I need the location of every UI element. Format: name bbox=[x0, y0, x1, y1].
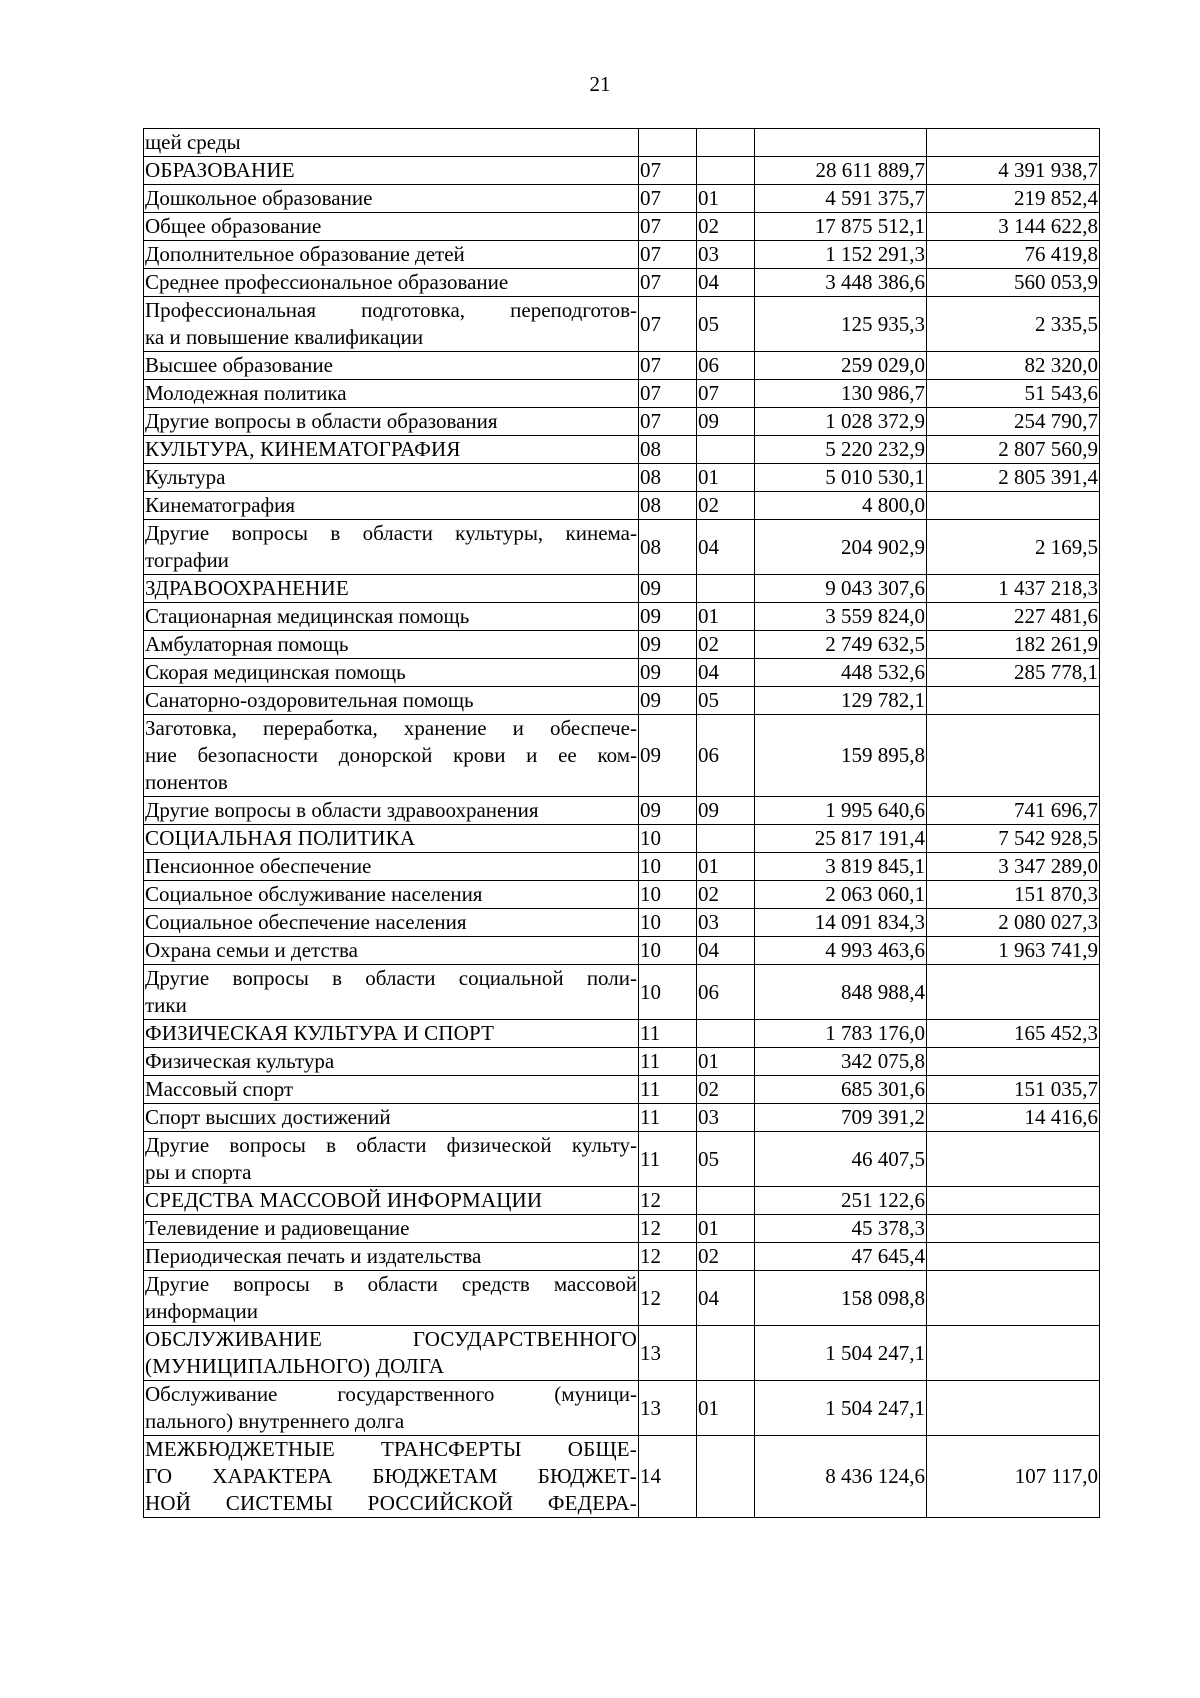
row-name-line: Кинематография bbox=[145, 493, 296, 517]
row-name-line: Дошкольное образование bbox=[145, 186, 373, 210]
amount-cell: 259 029,0 bbox=[755, 352, 927, 380]
row-name-line: ОБРАЗОВАНИЕ bbox=[145, 158, 295, 182]
amount-secondary-cell: 227 481,6 bbox=[927, 603, 1100, 631]
row-name-line: ГО ХАРАКТЕРА БЮДЖЕТАМ БЮДЖЕТ- bbox=[145, 1464, 637, 1488]
subsection-code-cell: 03 bbox=[697, 909, 755, 937]
section-code-cell: 08 bbox=[639, 464, 697, 492]
subsection-code-cell bbox=[697, 575, 755, 603]
subsection-code-cell bbox=[697, 1326, 755, 1381]
table-row bbox=[144, 1271, 1100, 1326]
subsection-code-cell: 09 bbox=[697, 408, 755, 436]
section-code-cell: 08 bbox=[639, 520, 697, 575]
section-code-cell: 07 bbox=[639, 408, 697, 436]
row-name-cell bbox=[144, 1436, 639, 1518]
amount-secondary-cell bbox=[927, 1215, 1100, 1243]
subsection-code-cell: 04 bbox=[697, 659, 755, 687]
row-name-line: тографии bbox=[145, 548, 229, 572]
row-name-line: Среднее профессиональное образование bbox=[145, 270, 509, 294]
subsection-code-cell: 09 bbox=[697, 797, 755, 825]
table-row bbox=[144, 464, 1100, 492]
table-row bbox=[144, 937, 1100, 965]
table-row bbox=[144, 659, 1100, 687]
row-name-line: МЕЖБЮДЖЕТНЫЕ ТРАНСФЕРТЫ ОБЩЕ- bbox=[145, 1437, 637, 1461]
subsection-code-cell bbox=[697, 436, 755, 464]
amount-secondary-cell: 82 320,0 bbox=[927, 352, 1100, 380]
section-code-cell: 12 bbox=[639, 1187, 697, 1215]
budget-table-body bbox=[144, 129, 1100, 1518]
row-name-cell bbox=[144, 1271, 639, 1326]
amount-secondary-cell: 3 144 622,8 bbox=[927, 213, 1100, 241]
row-name-cell bbox=[144, 436, 639, 464]
table-row bbox=[144, 1436, 1100, 1518]
row-name-line: ОБСЛУЖИВАНИЕ ГОСУДАРСТВЕННОГО bbox=[145, 1327, 637, 1351]
amount-cell: 125 935,3 bbox=[755, 297, 927, 352]
row-name-line: ние безопасности донорской крови и ее ком- bbox=[145, 743, 637, 767]
section-code-cell: 14 bbox=[639, 1436, 697, 1518]
amount-secondary-cell: 560 053,9 bbox=[927, 269, 1100, 297]
table-row bbox=[144, 492, 1100, 520]
amount-secondary-cell: 741 696,7 bbox=[927, 797, 1100, 825]
table-row bbox=[144, 687, 1100, 715]
amount-cell: 3 819 845,1 bbox=[755, 853, 927, 881]
row-name-cell bbox=[144, 1076, 639, 1104]
row-name-cell bbox=[144, 909, 639, 937]
amount-secondary-cell: 107 117,0 bbox=[927, 1436, 1100, 1518]
row-name-cell bbox=[144, 352, 639, 380]
table-row bbox=[144, 520, 1100, 575]
table-row bbox=[144, 269, 1100, 297]
row-name-cell bbox=[144, 157, 639, 185]
amount-secondary-cell bbox=[927, 1381, 1100, 1436]
amount-cell: 1 504 247,1 bbox=[755, 1381, 927, 1436]
table-row bbox=[144, 297, 1100, 352]
row-name-line: тики bbox=[145, 993, 187, 1017]
row-name-line: КУЛЬТУРА, КИНЕМАТОГРАФИЯ bbox=[145, 437, 461, 461]
amount-cell: 28 611 889,7 bbox=[755, 157, 927, 185]
amount-cell: 251 122,6 bbox=[755, 1187, 927, 1215]
table-row bbox=[144, 853, 1100, 881]
table-row bbox=[144, 797, 1100, 825]
amount-secondary-cell bbox=[927, 129, 1100, 157]
row-name-cell bbox=[144, 1215, 639, 1243]
subsection-code-cell: 01 bbox=[697, 1048, 755, 1076]
section-code-cell: 11 bbox=[639, 1048, 697, 1076]
table-row bbox=[144, 1104, 1100, 1132]
amount-cell: 45 378,3 bbox=[755, 1215, 927, 1243]
section-code-cell: 10 bbox=[639, 909, 697, 937]
row-name-cell bbox=[144, 1326, 639, 1381]
row-name-cell bbox=[144, 853, 639, 881]
row-name-line: СОЦИАЛЬНАЯ ПОЛИТИКА bbox=[145, 826, 416, 850]
subsection-code-cell: 04 bbox=[697, 937, 755, 965]
amount-cell: 1 152 291,3 bbox=[755, 241, 927, 269]
row-name-line: щей среды bbox=[145, 130, 241, 154]
section-code-cell: 12 bbox=[639, 1243, 697, 1271]
row-name-line: Другие вопросы в области физической культу- bbox=[145, 1133, 637, 1157]
row-name-cell bbox=[144, 659, 639, 687]
row-name-line: Стационарная медицинская помощь bbox=[145, 604, 470, 628]
amount-secondary-cell: 219 852,4 bbox=[927, 185, 1100, 213]
row-name-cell bbox=[144, 520, 639, 575]
subsection-code-cell bbox=[697, 825, 755, 853]
amount-cell: 3 559 824,0 bbox=[755, 603, 927, 631]
amount-secondary-cell bbox=[927, 1326, 1100, 1381]
amount-secondary-cell: 182 261,9 bbox=[927, 631, 1100, 659]
table-row bbox=[144, 631, 1100, 659]
table-row bbox=[144, 1132, 1100, 1187]
row-name-line: Периодическая печать и издательства bbox=[145, 1244, 482, 1268]
section-code-cell: 10 bbox=[639, 965, 697, 1020]
table-row bbox=[144, 1020, 1100, 1048]
section-code-cell: 09 bbox=[639, 631, 697, 659]
subsection-code-cell bbox=[697, 157, 755, 185]
row-name-line: Заготовка, переработка, хранение и обеспече- bbox=[145, 716, 637, 740]
budget-table bbox=[143, 128, 1100, 1518]
section-code-cell: 10 bbox=[639, 825, 697, 853]
row-name-cell bbox=[144, 1381, 639, 1436]
section-code-cell: 07 bbox=[639, 269, 697, 297]
table-row bbox=[144, 1187, 1100, 1215]
subsection-code-cell bbox=[697, 1436, 755, 1518]
table-row bbox=[144, 909, 1100, 937]
section-code-cell: 10 bbox=[639, 937, 697, 965]
amount-secondary-cell: 2 335,5 bbox=[927, 297, 1100, 352]
row-name-line: Дополнительное образование детей bbox=[145, 242, 465, 266]
row-name-line: ЗДРАВООХРАНЕНИЕ bbox=[145, 576, 349, 600]
amount-cell: 1 995 640,6 bbox=[755, 797, 927, 825]
row-name-cell bbox=[144, 269, 639, 297]
amount-secondary-cell: 51 543,6 bbox=[927, 380, 1100, 408]
section-code-cell: 08 bbox=[639, 492, 697, 520]
table-row bbox=[144, 241, 1100, 269]
subsection-code-cell: 04 bbox=[697, 520, 755, 575]
row-name-line: Массовый спорт bbox=[145, 1077, 294, 1101]
row-name-line: Профессиональная подготовка, переподготов- bbox=[145, 298, 637, 322]
amount-secondary-cell: 2 169,5 bbox=[927, 520, 1100, 575]
amount-secondary-cell: 2 805 391,4 bbox=[927, 464, 1100, 492]
row-name-cell bbox=[144, 297, 639, 352]
section-code-cell: 07 bbox=[639, 213, 697, 241]
subsection-code-cell: 01 bbox=[697, 603, 755, 631]
amount-cell: 4 800,0 bbox=[755, 492, 927, 520]
amount-secondary-cell bbox=[927, 715, 1100, 797]
amount-cell: 158 098,8 bbox=[755, 1271, 927, 1326]
section-code-cell: 07 bbox=[639, 297, 697, 352]
row-name-cell bbox=[144, 241, 639, 269]
row-name-line: информации bbox=[145, 1299, 258, 1323]
section-code-cell: 07 bbox=[639, 380, 697, 408]
row-name-cell bbox=[144, 1104, 639, 1132]
row-name-cell bbox=[144, 575, 639, 603]
section-code-cell: 13 bbox=[639, 1326, 697, 1381]
amount-cell: 4 591 375,7 bbox=[755, 185, 927, 213]
subsection-code-cell: 06 bbox=[697, 352, 755, 380]
amount-secondary-cell: 14 416,6 bbox=[927, 1104, 1100, 1132]
amount-cell: 2 063 060,1 bbox=[755, 881, 927, 909]
subsection-code-cell: 06 bbox=[697, 965, 755, 1020]
subsection-code-cell: 05 bbox=[697, 687, 755, 715]
table-row bbox=[144, 157, 1100, 185]
amount-secondary-cell: 2 807 560,9 bbox=[927, 436, 1100, 464]
section-code-cell: 11 bbox=[639, 1104, 697, 1132]
subsection-code-cell: 02 bbox=[697, 1243, 755, 1271]
amount-cell bbox=[755, 129, 927, 157]
amount-secondary-cell bbox=[927, 492, 1100, 520]
row-name-line: Культура bbox=[145, 465, 226, 489]
row-name-line: Другие вопросы в области здравоохранения bbox=[145, 798, 539, 822]
row-name-line: Другие вопросы в области средств массовой bbox=[145, 1272, 637, 1296]
amount-secondary-cell: 2 080 027,3 bbox=[927, 909, 1100, 937]
row-name-line: Молодежная политика bbox=[145, 381, 347, 405]
amount-secondary-cell bbox=[927, 1271, 1100, 1326]
table-row bbox=[144, 129, 1100, 157]
amount-secondary-cell bbox=[927, 687, 1100, 715]
page-number: 21 bbox=[589, 72, 611, 96]
row-name-cell bbox=[144, 1187, 639, 1215]
amount-cell: 342 075,8 bbox=[755, 1048, 927, 1076]
subsection-code-cell: 03 bbox=[697, 241, 755, 269]
table-row bbox=[144, 881, 1100, 909]
amount-secondary-cell: 151 870,3 bbox=[927, 881, 1100, 909]
amount-cell: 3 448 386,6 bbox=[755, 269, 927, 297]
amount-secondary-cell: 3 347 289,0 bbox=[927, 853, 1100, 881]
subsection-code-cell bbox=[697, 1187, 755, 1215]
amount-cell: 5 010 530,1 bbox=[755, 464, 927, 492]
row-name-line: ФИЗИЧЕСКАЯ КУЛЬТУРА И СПОРТ bbox=[145, 1021, 495, 1045]
amount-secondary-cell: 7 542 928,5 bbox=[927, 825, 1100, 853]
subsection-code-cell: 07 bbox=[697, 380, 755, 408]
amount-secondary-cell bbox=[927, 1132, 1100, 1187]
subsection-code-cell: 01 bbox=[697, 1215, 755, 1243]
amount-cell: 1 783 176,0 bbox=[755, 1020, 927, 1048]
row-name-cell bbox=[144, 185, 639, 213]
table-row bbox=[144, 965, 1100, 1020]
row-name-cell bbox=[144, 408, 639, 436]
table-row bbox=[144, 352, 1100, 380]
row-name-line: Другие вопросы в области образования bbox=[145, 409, 498, 433]
section-code-cell: 07 bbox=[639, 352, 697, 380]
amount-secondary-cell: 1 437 218,3 bbox=[927, 575, 1100, 603]
subsection-code-cell: 01 bbox=[697, 853, 755, 881]
amount-secondary-cell bbox=[927, 1243, 1100, 1271]
amount-cell: 25 817 191,4 bbox=[755, 825, 927, 853]
amount-secondary-cell: 285 778,1 bbox=[927, 659, 1100, 687]
row-name-line: Скорая медицинская помощь bbox=[145, 660, 406, 684]
row-name-cell bbox=[144, 603, 639, 631]
amount-cell: 1 504 247,1 bbox=[755, 1326, 927, 1381]
row-name-cell bbox=[144, 825, 639, 853]
section-code-cell: 07 bbox=[639, 185, 697, 213]
subsection-code-cell: 06 bbox=[697, 715, 755, 797]
row-name-line: Физическая культура bbox=[145, 1049, 335, 1073]
row-name-cell bbox=[144, 213, 639, 241]
amount-cell: 8 436 124,6 bbox=[755, 1436, 927, 1518]
row-name-cell bbox=[144, 129, 639, 157]
section-code-cell: 11 bbox=[639, 1020, 697, 1048]
section-code-cell: 10 bbox=[639, 881, 697, 909]
subsection-code-cell: 01 bbox=[697, 185, 755, 213]
table-row bbox=[144, 1048, 1100, 1076]
row-name-line: Обслуживание государственного (муници- bbox=[145, 1382, 637, 1406]
subsection-code-cell: 04 bbox=[697, 269, 755, 297]
amount-cell: 204 902,9 bbox=[755, 520, 927, 575]
row-name-line: Другие вопросы в области социальной поли- bbox=[145, 966, 637, 990]
row-name-cell bbox=[144, 464, 639, 492]
amount-cell: 448 532,6 bbox=[755, 659, 927, 687]
amount-secondary-cell: 4 391 938,7 bbox=[927, 157, 1100, 185]
row-name-line: Пенсионное обеспечение bbox=[145, 854, 372, 878]
row-name-cell bbox=[144, 380, 639, 408]
amount-secondary-cell: 151 035,7 bbox=[927, 1076, 1100, 1104]
table-row bbox=[144, 185, 1100, 213]
row-name-line: Социальное обеспечение населения bbox=[145, 910, 467, 934]
subsection-code-cell: 02 bbox=[697, 881, 755, 909]
section-code-cell: 07 bbox=[639, 157, 697, 185]
section-code-cell bbox=[639, 129, 697, 157]
section-code-cell: 07 bbox=[639, 241, 697, 269]
amount-cell: 2 749 632,5 bbox=[755, 631, 927, 659]
amount-cell: 130 986,7 bbox=[755, 380, 927, 408]
table-row bbox=[144, 436, 1100, 464]
table-row bbox=[144, 1215, 1100, 1243]
row-name-cell bbox=[144, 965, 639, 1020]
row-name-line: Общее образование bbox=[145, 214, 322, 238]
section-code-cell: 09 bbox=[639, 575, 697, 603]
subsection-code-cell: 02 bbox=[697, 1076, 755, 1104]
subsection-code-cell: 04 bbox=[697, 1271, 755, 1326]
amount-cell: 5 220 232,9 bbox=[755, 436, 927, 464]
row-name-line: Охрана семьи и детства bbox=[145, 938, 358, 962]
row-name-cell bbox=[144, 687, 639, 715]
row-name-cell bbox=[144, 1020, 639, 1048]
amount-secondary-cell bbox=[927, 965, 1100, 1020]
row-name-line: Санаторно-оздоровительная помощь bbox=[145, 688, 474, 712]
amount-secondary-cell: 1 963 741,9 bbox=[927, 937, 1100, 965]
row-name-line: Амбулаторная помощь bbox=[145, 632, 349, 656]
row-name-cell bbox=[144, 881, 639, 909]
row-name-cell bbox=[144, 715, 639, 797]
row-name-line: Телевидение и радиовещание bbox=[145, 1216, 410, 1240]
amount-cell: 47 645,4 bbox=[755, 1243, 927, 1271]
section-code-cell: 09 bbox=[639, 659, 697, 687]
table-row bbox=[144, 380, 1100, 408]
row-name-line: ка и повышение квалификации bbox=[145, 325, 424, 349]
section-code-cell: 11 bbox=[639, 1076, 697, 1104]
table-row bbox=[144, 825, 1100, 853]
section-code-cell: 10 bbox=[639, 853, 697, 881]
amount-cell: 46 407,5 bbox=[755, 1132, 927, 1187]
section-code-cell: 11 bbox=[639, 1132, 697, 1187]
row-name-line: Высшее образование bbox=[145, 353, 333, 377]
section-code-cell: 09 bbox=[639, 687, 697, 715]
table-row bbox=[144, 1243, 1100, 1271]
amount-secondary-cell: 76 419,8 bbox=[927, 241, 1100, 269]
amount-cell: 17 875 512,1 bbox=[755, 213, 927, 241]
section-code-cell: 12 bbox=[639, 1215, 697, 1243]
amount-cell: 1 028 372,9 bbox=[755, 408, 927, 436]
row-name-line: НОЙ СИСТЕМЫ РОССИЙСКОЙ ФЕДЕРА- bbox=[145, 1491, 637, 1515]
subsection-code-cell: 02 bbox=[697, 213, 755, 241]
subsection-code-cell: 03 bbox=[697, 1104, 755, 1132]
table-row bbox=[144, 213, 1100, 241]
subsection-code-cell: 02 bbox=[697, 492, 755, 520]
row-name-cell bbox=[144, 797, 639, 825]
row-name-line: понентов bbox=[145, 770, 228, 794]
amount-cell: 848 988,4 bbox=[755, 965, 927, 1020]
subsection-code-cell: 01 bbox=[697, 1381, 755, 1436]
section-code-cell: 13 bbox=[639, 1381, 697, 1436]
subsection-code-cell bbox=[697, 1020, 755, 1048]
row-name-line: (МУНИЦИПАЛЬНОГО) ДОЛГА bbox=[145, 1354, 445, 1378]
section-code-cell: 09 bbox=[639, 715, 697, 797]
table-row bbox=[144, 603, 1100, 631]
subsection-code-cell: 02 bbox=[697, 631, 755, 659]
amount-cell: 4 993 463,6 bbox=[755, 937, 927, 965]
amount-cell: 9 043 307,6 bbox=[755, 575, 927, 603]
amount-cell: 709 391,2 bbox=[755, 1104, 927, 1132]
subsection-code-cell bbox=[697, 129, 755, 157]
amount-cell: 14 091 834,3 bbox=[755, 909, 927, 937]
row-name-line: СРЕДСТВА МАССОВОЙ ИНФОРМАЦИИ bbox=[145, 1188, 543, 1212]
row-name-cell bbox=[144, 1048, 639, 1076]
row-name-cell bbox=[144, 1243, 639, 1271]
table-row bbox=[144, 715, 1100, 797]
section-code-cell: 09 bbox=[639, 603, 697, 631]
row-name-cell bbox=[144, 492, 639, 520]
table-row bbox=[144, 1381, 1100, 1436]
row-name-line: пального) внутреннего долга bbox=[145, 1409, 405, 1433]
table-row bbox=[144, 1076, 1100, 1104]
row-name-cell bbox=[144, 1132, 639, 1187]
table-row bbox=[144, 1326, 1100, 1381]
row-name-cell bbox=[144, 631, 639, 659]
table-row bbox=[144, 575, 1100, 603]
row-name-line: Спорт высших достижений bbox=[145, 1105, 391, 1129]
amount-secondary-cell bbox=[927, 1048, 1100, 1076]
section-code-cell: 12 bbox=[639, 1271, 697, 1326]
amount-cell: 685 301,6 bbox=[755, 1076, 927, 1104]
row-name-line: Социальное обслуживание населения bbox=[145, 882, 483, 906]
amount-cell: 129 782,1 bbox=[755, 687, 927, 715]
section-code-cell: 08 bbox=[639, 436, 697, 464]
amount-cell: 159 895,8 bbox=[755, 715, 927, 797]
row-name-cell bbox=[144, 937, 639, 965]
table-row bbox=[144, 408, 1100, 436]
subsection-code-cell: 05 bbox=[697, 297, 755, 352]
subsection-code-cell: 01 bbox=[697, 464, 755, 492]
section-code-cell: 09 bbox=[639, 797, 697, 825]
row-name-line: ры и спорта bbox=[145, 1160, 252, 1184]
subsection-code-cell: 05 bbox=[697, 1132, 755, 1187]
row-name-line: Другие вопросы в области культуры, кинема- bbox=[145, 521, 637, 545]
amount-secondary-cell: 254 790,7 bbox=[927, 408, 1100, 436]
amount-secondary-cell bbox=[927, 1187, 1100, 1215]
amount-secondary-cell: 165 452,3 bbox=[927, 1020, 1100, 1048]
